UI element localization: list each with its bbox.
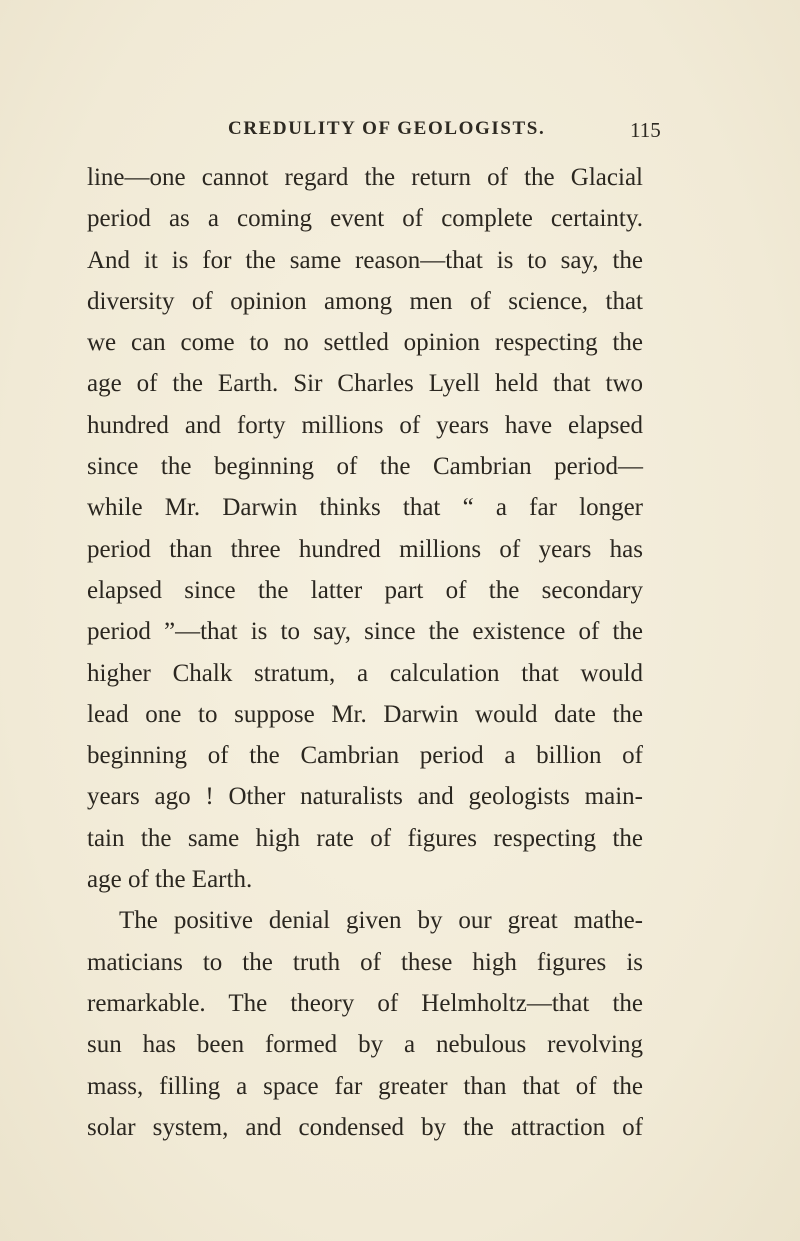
page-number: 115 <box>630 118 661 142</box>
text-line: lead one to suppose Mr. Darwin would date the <box>87 700 643 728</box>
text-line: solar system, and condensed by the attraction of <box>87 1113 643 1141</box>
text-line: hundred and forty millions of years have elapsed <box>87 411 643 439</box>
text-line: And it is for the same reason—that is to say, the <box>87 246 643 274</box>
text-line: years ago ! Other naturalists and geologists main- <box>87 783 643 811</box>
running-head: CREDULITY OF GEOLOGISTS. <box>228 118 546 139</box>
text-line: elapsed since the latter part of the secondary <box>87 576 643 604</box>
text-line: period as a coming event of complete certainty. <box>87 205 643 233</box>
text-line: we can come to no settled opinion respecting the <box>87 329 643 357</box>
text-line: higher Chalk stratum, a calculation that would <box>87 659 643 687</box>
text-line: tain the same high rate of figures respecting the <box>87 824 643 852</box>
body-text <box>87 157 643 1148</box>
text-line: age of the Earth. <box>87 866 253 894</box>
text-line: The positive denial given by our great mathe- <box>119 907 643 935</box>
text-line: diversity of opinion among men of science, that <box>87 287 643 315</box>
text-line: line—one cannot regard the return of the Glacial <box>87 164 643 191</box>
text-line: age of the Earth. Sir Charles Lyell held that two <box>87 370 643 398</box>
text-line: sun has been formed by a nebulous revolving <box>87 1031 643 1059</box>
text-line: mass, filling a space far greater than that of the <box>87 1072 643 1100</box>
text-line: while Mr. Darwin thinks that “ a far longer <box>87 494 643 522</box>
text-line: remarkable. The theory of Helmholtz—that the <box>87 989 643 1017</box>
text-line: since the beginning of the Cambrian period— <box>87 453 643 481</box>
text-line: period than three hundred millions of years has <box>87 535 643 563</box>
text-line: maticians to the truth of these high figures is <box>87 948 643 976</box>
page-header <box>0 118 800 148</box>
text-line: beginning of the Cambrian period a billion of <box>87 742 643 770</box>
text-line: period ”—that is to say, since the existence of the <box>87 618 643 646</box>
